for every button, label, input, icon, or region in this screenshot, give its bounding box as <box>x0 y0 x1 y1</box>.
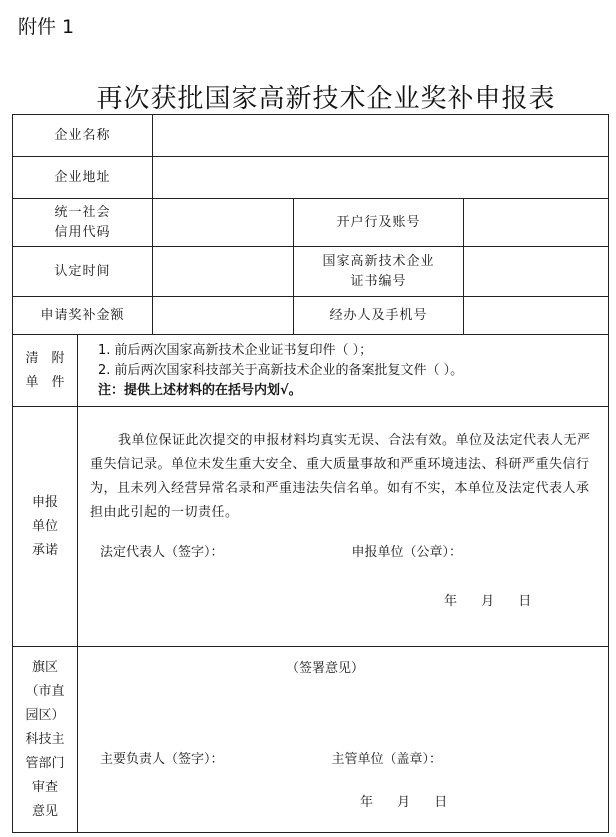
attachment-item-1: 1. 前后两次国家高新技术企业证书复印件（ ）； <box>98 342 373 358</box>
cert-no-field[interactable] <box>464 247 609 297</box>
bank-account-field[interactable] <box>464 199 609 247</box>
review-label-line: 管部门 <box>25 755 65 771</box>
review-label-line: 科技主 <box>25 731 65 747</box>
cert-no-label-line1: 国家高新技术企业 <box>322 253 435 269</box>
row-company-address <box>13 157 609 199</box>
credit-code-field[interactable] <box>153 199 294 247</box>
row-company-name <box>13 115 609 157</box>
legal-rep-signature[interactable]: 法定代表人（签字）： <box>100 545 224 560</box>
attachments-label-line2: 单 件 <box>25 374 65 390</box>
commitment-label <box>13 407 78 647</box>
credit-code-label <box>13 199 153 247</box>
row-apply-amount <box>13 297 609 335</box>
review-label-line: 意见 <box>31 803 58 819</box>
attachments-list <box>78 335 609 407</box>
row-review <box>13 647 609 833</box>
attachment-note: 注：提供上述材料的在括号内划√。 <box>98 382 302 398</box>
application-form-table <box>12 114 609 833</box>
row-attachments <box>13 335 609 407</box>
commitment-signature-row <box>78 541 608 560</box>
company-name-field[interactable] <box>153 115 609 157</box>
attachments-label <box>13 335 78 407</box>
apply-amount-label: 申请奖补金额 <box>13 297 153 335</box>
applicant-unit-seal[interactable]: 申报单位（公章）： <box>351 545 463 560</box>
review-signature-row <box>78 748 608 767</box>
authority-seal[interactable]: 主管单位（盖章）： <box>331 752 443 767</box>
bank-account-label: 开户行及账号 <box>294 199 464 247</box>
review-date[interactable]: 年 月 日 <box>360 795 449 810</box>
principal-signature[interactable]: 主要负责人（签字）： <box>100 752 224 767</box>
review-label <box>13 647 78 833</box>
commitment-label-line: 单位 <box>31 518 58 534</box>
row-commitment <box>13 407 609 647</box>
commitment-label-line: 申报 <box>31 494 58 510</box>
company-address-label: 企业地址 <box>13 157 153 199</box>
handler-phone-field[interactable] <box>464 297 609 335</box>
form-title: 再次获批国家高新技术企业奖补申报表 <box>96 84 556 114</box>
commitment-content <box>78 407 609 647</box>
credit-code-label-line1: 统一社会 <box>54 204 111 220</box>
company-name-label: 企业名称 <box>13 115 153 157</box>
review-label-line: （市直 <box>25 683 65 699</box>
credit-code-label-line2: 信用代码 <box>54 224 111 240</box>
handler-phone-label: 经办人及手机号 <box>294 297 464 335</box>
review-content <box>78 647 609 833</box>
review-opinion[interactable]: （签署意见） <box>286 661 365 676</box>
attachment-item-2: 2. 前后两次国家科技部关于高新技术企业的备案批复文件（ ）。 <box>98 362 464 378</box>
attachments-label-line1: 清 附 <box>25 350 65 366</box>
commitment-text: 我单位保证此次提交的申报材料均真实无误、合法有效。单位及法定代表人无严重失信记录。单位未发生重大安全、重大质量事故和严重环境违法、科研严重失信行为，且未列入经营异常名录和严重违法失信名单。如有不实，本单位及法定代表人承担由此引起的一切责任。 <box>90 433 591 520</box>
row-recognition-time <box>13 247 609 297</box>
review-label-line: 园区） <box>25 707 65 723</box>
cert-no-label <box>294 247 464 297</box>
apply-amount-field[interactable] <box>153 297 294 335</box>
review-label-line: 审查 <box>31 779 58 795</box>
review-label-line: 旗区 <box>31 659 58 675</box>
commitment-label-line: 承诺 <box>31 542 58 558</box>
attachment-label: 附件 1 <box>18 16 75 38</box>
cert-no-label-line2: 证书编号 <box>350 273 407 289</box>
recognition-time-label: 认定时间 <box>13 247 153 297</box>
recognition-time-field[interactable] <box>153 247 294 297</box>
commitment-date[interactable]: 年 月 日 <box>444 594 533 609</box>
row-credit-code <box>13 199 609 247</box>
company-address-field[interactable] <box>153 157 609 199</box>
